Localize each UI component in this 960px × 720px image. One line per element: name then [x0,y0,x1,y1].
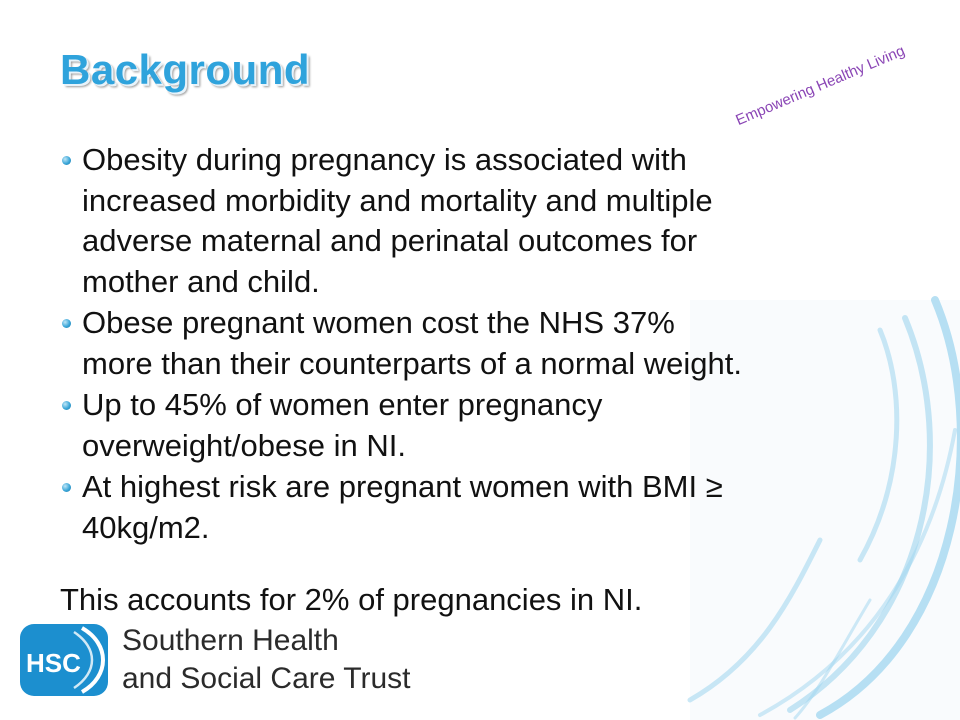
bullet-item [62,140,922,302]
bullet-line: 40kg/m2. [82,509,210,545]
tagline: Empowering Healthy Living [733,42,908,130]
hsc-logo [18,618,411,702]
bullet-line: Up to 45% of women enter pregnancy [82,387,603,422]
bullet-item [62,385,922,466]
slide-title: Background [60,46,311,93]
bullet-line: Obesity during pregnancy is associated with [82,142,687,177]
bullet-dot-icon [62,483,71,492]
bullet-dot-icon [62,156,71,165]
bullet-line: increased morbidity and mortality and multiple [82,182,713,218]
bullet-item [62,303,922,384]
logo-badge-text: HSC [26,648,81,678]
bullet-dot-icon [62,401,71,410]
hsc-badge-icon [18,622,110,698]
bullet-line: overweight/obese in NI. [82,427,406,463]
bullet-line: adverse maternal and perinatal outcomes for [82,223,698,258]
bullet-line: mother and child. [82,263,320,299]
logo-line-2: and Social Care Trust [122,662,411,695]
bullet-line: At highest risk are pregnant women with BMI ≥ [82,469,723,504]
bullet-dot-icon [62,319,71,328]
bullet-list [62,140,922,549]
bullet-line: Obese pregnant women cost the NHS 37% [82,305,675,340]
bullet-line: more than their counterparts of a normal weight. [82,345,742,381]
closing-statement: This accounts for 2% of pregnancies in NI. [60,582,643,617]
bullet-item [62,467,922,548]
logo-line-1: Southern Health [122,624,339,657]
